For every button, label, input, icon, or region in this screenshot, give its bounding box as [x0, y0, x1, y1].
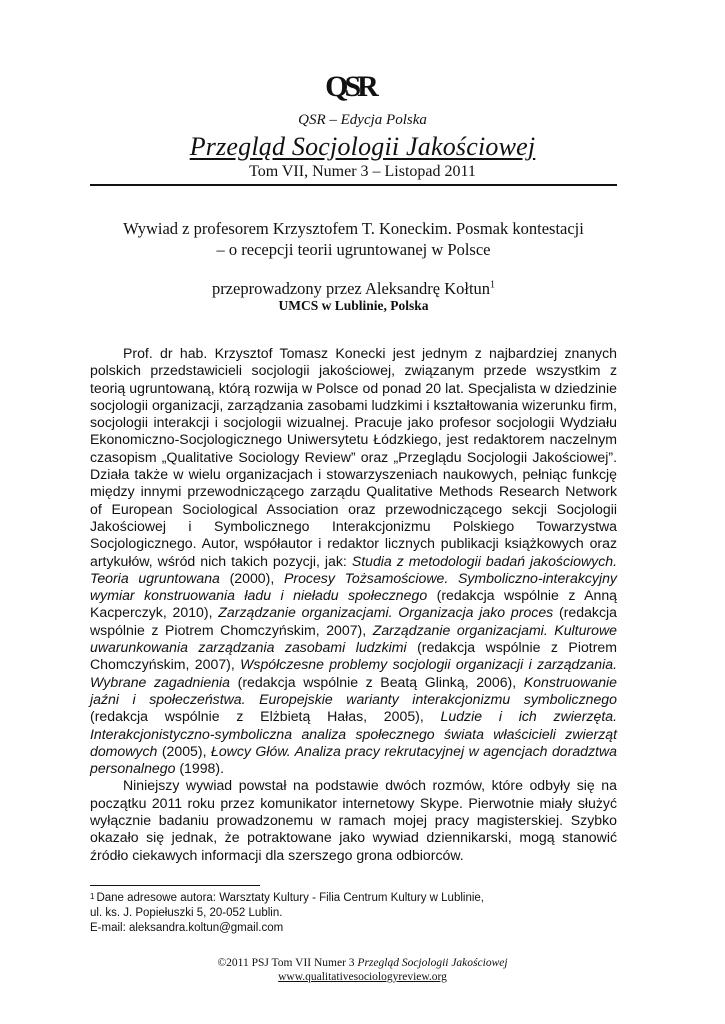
page-footer [0, 956, 725, 984]
book-title: Konstruowanie jaźni i społeczeństwa. Europejskie warianty interakcjonizmu symbolicznego [90, 673, 618, 707]
affiliation: UMCS w Lublinie, Polska [278, 298, 429, 313]
article-title-line1: Wywiad z profesorem Krzysztofem T. Koneckim. Posmak kontestacji [123, 219, 584, 238]
journal-subtitle: QSR – Edycja Polska [298, 112, 427, 128]
book-title: Współczesne problemy socjologii organizacji i zarządzania. Wybrane zagadnienia [90, 656, 617, 690]
logo-text: QSR [325, 70, 375, 103]
footer-url-link[interactable]: www.qualitativesociologyreview.org [278, 971, 447, 983]
book-title: Łowcy Głów. Analiza pracy rekrutacyjnej w agencjach doradztwa personalnego [90, 742, 617, 777]
footnote [90, 891, 617, 936]
footnote-line3: E-mail: aleksandra.koltun@gmail.com [90, 922, 284, 934]
paragraph-text: Prof. dr hab. Krzysztof Tomasz Konecki jest jednym z najbardziej znanych polskich przedstawicieli socjologii jakościowej, związanym przede wszystkim z teorią ugruntowaną, którą rozwija w Polsce od ponad 20 lat. Specjalista w dziedzinie socjologii organizacji, zarządzania zasobami ludzkimi i kształtowania wizerunku firm, socjologii interakcji i socjologii wizualnej. Pracuje jako profesor socjologii Wydziału Ekonomiczno-Socjologicznego Uniwersytetu Łódzkiego, jest redaktorem naczelnym czasopism „Qualitative Sociology Review” oraz „Przeglądu Socjologii Jakościowej”. Działa także w wielu organizacjach i stowarzyszeniach naukowych, pełniąc funkcję między innymi przewodniczącego zarządu Qualitative Methods Research Network of European Sociological Association oraz przewodniczącego sekcji Socjologii Jakościowej i Symbolicznego Interakcjonizmu Polskiego Towarzystwa Socjologicznego. Autor, współautor i redaktor licznych publikacji książkowych oraz artykułów, wśród nich takich pozycji, jak: [90, 345, 617, 569]
footnote-address: Dane adresowe autora: Warsztaty Kultury - Filia Centrum Kultury w Lublinie, [96, 892, 484, 904]
footer-journal: Przegląd Socjologii Jakościowej [357, 957, 508, 969]
journal-title: Przegląd Socjologii Jakościowej [189, 132, 536, 161]
paragraph-text: (2005), [157, 742, 211, 759]
book-title: Procesy Tożsamościowe. Symboliczno-interakcyjny wymiar konstruowania ładu i nieładu społecznego [90, 569, 617, 604]
paragraph-text: (redakcja wspólnie z Piotrem Chomczyńskim, 2007), [90, 639, 617, 673]
book-title: Studia z metodologii badań jakościowych. Teoria ugruntowana [90, 552, 617, 586]
article-title [90, 218, 617, 260]
paragraph-1 [90, 345, 617, 777]
paragraph-text: (2000), [219, 569, 284, 586]
paragraph-2: Niniejszy wywiad powstał na podstawie dwóch rozmów, które odbyły się na początku 2011 roku przez komunikator internetowy Skype. Pierwotnie miały służyć wyłącznie badaniu prowadzonemu w ramach mojej pracy magisterskiej. Szybko okazało się jednak, że potraktowane jako wywiad dziennikarski, mogą stanowić źródło ciekawych informacji dla szerszego grona odbiorców. [90, 777, 617, 863]
book-title: Ludzie i ich zwierzęta. Interakcjonistyczno-symboliczna analiza społecznego świata właścicieli zwierząt domowych [90, 708, 617, 759]
journal-logo [320, 62, 380, 112]
footnote-line2: ul. ks. J. Popiełuszki 5, 20-052 Lublin. [90, 907, 283, 919]
paragraph-text: (redakcja wspólnie z Piotrem Chomczyńskim, 2007), [90, 604, 617, 638]
footnote-marker: 1 [490, 279, 496, 291]
article-title-line2: – o recepcji teorii ugruntowanej w Polsce [216, 240, 491, 259]
footnote-mark: 1 [90, 892, 95, 901]
article-body [90, 345, 617, 864]
footnote-line1 [90, 891, 617, 906]
interviewer-line [90, 279, 617, 299]
book-title: Zarządzanie organizacjami. Kulturowe uwarunkowania zarządzania zasobami ludzkimi [90, 621, 617, 656]
footer-copyright: ©2011 PSJ Tom VII Numer 3 [217, 957, 358, 969]
paragraph-text: (1998). [175, 760, 224, 777]
footnote-rule [90, 885, 260, 886]
interviewer: przeprowadzony przez Aleksandrę Kołtun [211, 279, 491, 298]
journal-issue: Tom VII, Numer 3 – Listopad 2011 [249, 163, 476, 180]
paragraph-text: (redakcja wspólnie z Beatą Glinką, 2006), [230, 673, 524, 690]
footer-line1 [0, 956, 725, 970]
book-title: Zarządzanie organizacjami. Organizacja jako proces [218, 604, 554, 621]
paragraph-text: (redakcja wspólnie z Anną Kacperczyk, 2010), [90, 587, 617, 621]
header-rule [90, 184, 617, 186]
paragraph-text: (redakcja wspólnie z Elżbietą Hałas, 2005), [90, 708, 441, 725]
